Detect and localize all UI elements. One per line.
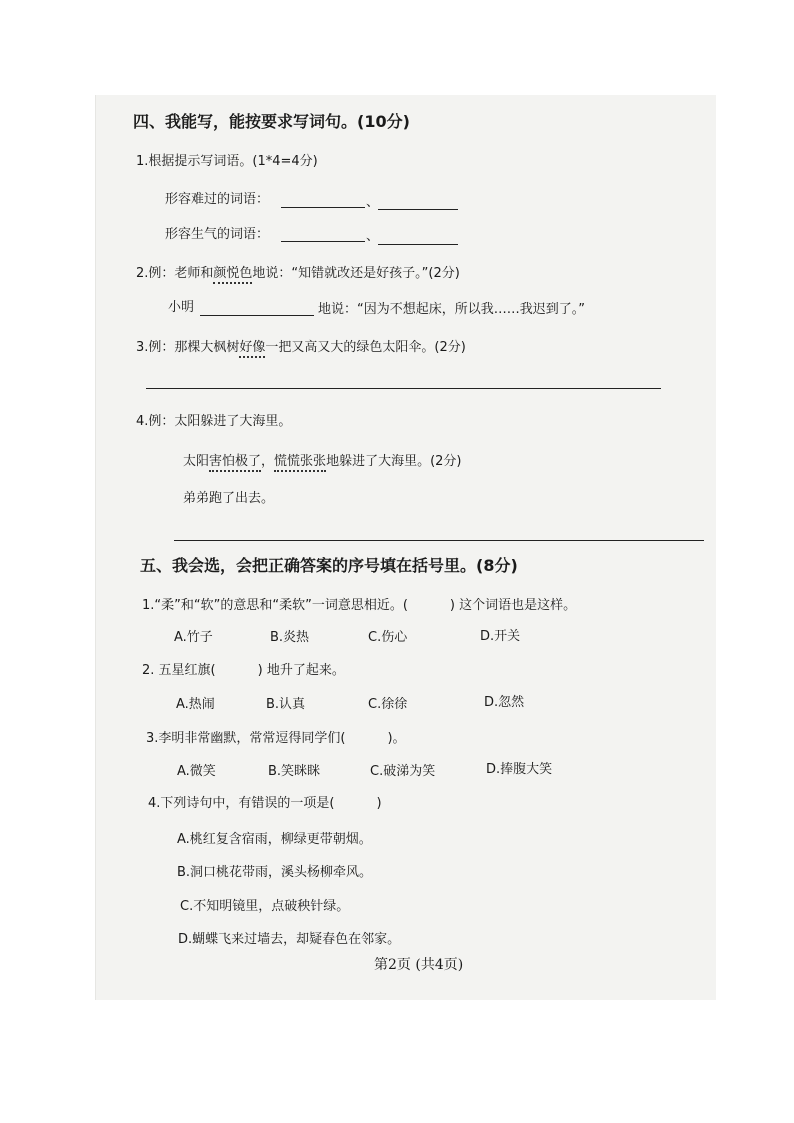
- s5-q4-option-b: B.洞口桃花带雨，溪头杨柳牵风。: [177, 865, 373, 880]
- q4-example: 4.例：太阳躲进了大海里。: [136, 414, 292, 429]
- s5-q2-stem-b: ) 地升了起来。: [257, 663, 345, 678]
- s5-q3-stem-b: )。: [387, 731, 406, 746]
- q2-answer-blank[interactable]: [200, 315, 314, 316]
- page-number-footer: 第2页 (共4页): [374, 957, 464, 973]
- q1-label: 1.根据提示写词语。(1*4=4分): [136, 154, 318, 169]
- q3-example-rest: 一把又高又大的绿色太阳伞。(2分): [265, 340, 466, 355]
- s5-q2-stem-a: 2. 五星红旗(: [142, 663, 216, 678]
- s5-q3-option-b: B.笑眯眯: [268, 764, 321, 779]
- s5-q4-stem-a: 4.下列诗句中，有错误的一项是(: [148, 796, 335, 811]
- sad-word-blank-2[interactable]: [378, 209, 458, 210]
- q4-expanded-dotted-1: 害怕极了: [209, 454, 261, 472]
- s5-q4-stem-b: ): [376, 796, 382, 811]
- q2-example: [136, 266, 460, 282]
- q1-separator-1: 、: [366, 195, 380, 210]
- s5-q2-option-c: C.徐徐: [368, 697, 408, 712]
- s5-q1-stem: [142, 598, 576, 614]
- q1-sad-label: 形容难过的词语：: [165, 192, 270, 207]
- q3-example: [136, 340, 466, 356]
- angry-word-blank-2[interactable]: [378, 244, 458, 245]
- s5-q3-option-c: C.破涕为笑: [370, 764, 436, 779]
- q2-example-rest: 地说：“知错就改还是好孩子。”(2分): [252, 266, 460, 281]
- s5-q1-option-b: B.炎热: [270, 630, 310, 645]
- q4-expanded-prefix: 太阳: [183, 454, 210, 469]
- s5-q2-option-b: B.认真: [266, 697, 306, 712]
- s5-q1-stem-a: 1.“柔”和“软”的意思和“柔软”一词意思相近。(: [142, 598, 408, 613]
- s5-q4-stem: [148, 796, 382, 812]
- q3-example-dotted: 好像: [239, 340, 265, 358]
- angry-word-blank-1[interactable]: [281, 241, 365, 242]
- q4-task: 弟弟跑了出去。: [183, 491, 275, 506]
- q2-blank-rest: 地说：“因为不想起床，所以我……我迟到了。”: [318, 302, 585, 317]
- s5-q3-stem-a: 3.李明非常幽默，常常逗得同学们(: [146, 731, 346, 746]
- q4-expanded-rest: 地躲进了大海里。(2分): [326, 454, 462, 469]
- q4-expanded-example: [183, 454, 461, 470]
- s5-q2-option-d: D.忽然: [484, 695, 525, 710]
- q2-blank-prefix: 小明: [168, 300, 195, 315]
- q2-example-prefix: 2.例：老师和: [136, 266, 214, 281]
- q3-answer-line[interactable]: [146, 388, 661, 389]
- section5-title: 五、我会选，会把正确答案的序号填在括号里。(8分): [140, 556, 518, 575]
- q1-separator-2: 、: [366, 229, 380, 244]
- q3-example-prefix: 3.例：那棵大枫树: [136, 340, 240, 355]
- s5-q2-option-a: A.热闹: [176, 697, 215, 712]
- s5-q1-option-a: A.竹子: [174, 630, 213, 645]
- s5-q4-option-c: C.不知明镜里，点破秧针绿。: [180, 899, 350, 914]
- s5-q2-stem: [142, 663, 345, 679]
- sad-word-blank-1[interactable]: [281, 207, 365, 208]
- q2-example-dotted: 颜悦色: [213, 266, 252, 284]
- s5-q1-option-d: D.开关: [480, 629, 521, 644]
- s5-q3-stem: [146, 731, 406, 747]
- s5-q3-option-d: D.捧腹大笑: [486, 762, 553, 777]
- s5-q4-option-a: A.桃红复含宿雨，柳绿更带朝烟。: [177, 832, 372, 847]
- s5-q1-stem-b: ) 这个词语也是这样。: [449, 598, 577, 613]
- q4-expanded-dotted-2: 慌慌张张: [274, 454, 326, 472]
- s5-q1-option-c: C.伤心: [368, 630, 408, 645]
- section4-title: 四、我能写，能按要求写词句。(10分): [133, 112, 410, 131]
- q4-expanded-mid: ，: [261, 454, 275, 469]
- s5-q3-option-a: A.微笑: [177, 764, 216, 779]
- s5-q4-option-d: D.蝴蝶飞来过墙去，却疑春色在邻家。: [178, 932, 401, 947]
- q1-angry-label: 形容生气的词语：: [165, 227, 270, 242]
- q4-answer-line[interactable]: [174, 540, 704, 541]
